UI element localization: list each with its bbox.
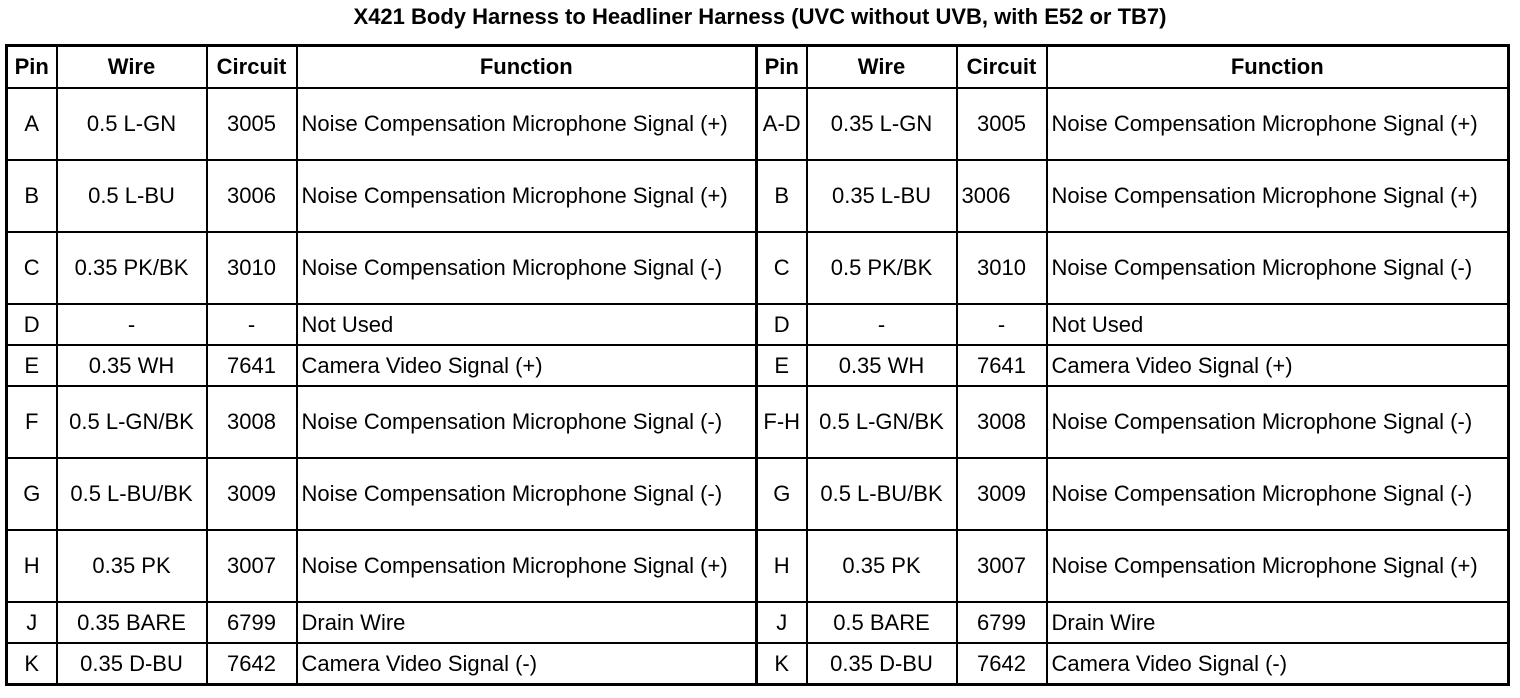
wire-cell: 0.5 L-BU/BK bbox=[807, 458, 957, 530]
pin-cell: K bbox=[757, 643, 807, 685]
function-cell: Camera Video Signal (+) bbox=[1047, 345, 1509, 386]
function-cell: Noise Compensation Microphone Signal (-) bbox=[297, 458, 757, 530]
function-cell: Camera Video Signal (-) bbox=[297, 643, 757, 685]
circuit-cell: 3007 bbox=[207, 530, 297, 602]
pin-cell: A-D bbox=[757, 88, 807, 160]
header-function-left: Function bbox=[297, 46, 757, 89]
pin-cell: J bbox=[757, 602, 807, 643]
function-cell: Drain Wire bbox=[297, 602, 757, 643]
pin-cell: F-H bbox=[757, 386, 807, 458]
pin-cell: E bbox=[757, 345, 807, 386]
table-row bbox=[7, 602, 1509, 643]
pin-cell: H bbox=[7, 530, 57, 602]
circuit-cell: 7642 bbox=[207, 643, 297, 685]
header-circuit-left: Circuit bbox=[207, 46, 297, 89]
header-row bbox=[7, 46, 1509, 89]
circuit-cell: 6799 bbox=[957, 602, 1047, 643]
function-cell: Camera Video Signal (-) bbox=[1047, 643, 1509, 685]
function-cell: Noise Compensation Microphone Signal (+) bbox=[1047, 88, 1509, 160]
pin-cell: B bbox=[7, 160, 57, 232]
connector-pinout-table bbox=[5, 44, 1510, 686]
pin-cell: K bbox=[7, 643, 57, 685]
function-cell: Noise Compensation Microphone Signal (+) bbox=[1047, 160, 1509, 232]
circuit-cell: 7642 bbox=[957, 643, 1047, 685]
wire-cell: 0.35 PK/BK bbox=[57, 232, 207, 304]
function-cell: Noise Compensation Microphone Signal (+) bbox=[297, 88, 757, 160]
wire-cell: 0.5 PK/BK bbox=[807, 232, 957, 304]
circuit-cell: 3006 bbox=[207, 160, 297, 232]
header-pin-right: Pin bbox=[757, 46, 807, 89]
function-cell: Noise Compensation Microphone Signal (-) bbox=[1047, 386, 1509, 458]
wire-cell: 0.35 WH bbox=[807, 345, 957, 386]
wire-cell: - bbox=[57, 304, 207, 345]
wire-cell: 0.5 L-GN/BK bbox=[807, 386, 957, 458]
pin-cell: E bbox=[7, 345, 57, 386]
table-row bbox=[7, 643, 1509, 685]
pin-cell: A bbox=[7, 88, 57, 160]
circuit-cell: - bbox=[957, 304, 1047, 345]
header-function-right: Function bbox=[1047, 46, 1509, 89]
pin-cell: B bbox=[757, 160, 807, 232]
function-cell: Drain Wire bbox=[1047, 602, 1509, 643]
wire-cell: 0.5 BARE bbox=[807, 602, 957, 643]
wire-cell: 0.35 L-GN bbox=[807, 88, 957, 160]
header-wire-right: Wire bbox=[807, 46, 957, 89]
pin-cell: D bbox=[757, 304, 807, 345]
function-cell: Noise Compensation Microphone Signal (-) bbox=[297, 386, 757, 458]
function-cell: Not Used bbox=[1047, 304, 1509, 345]
circuit-cell: 7641 bbox=[207, 345, 297, 386]
header-pin-left: Pin bbox=[7, 46, 57, 89]
header-wire-left: Wire bbox=[57, 46, 207, 89]
table-row bbox=[7, 88, 1509, 160]
table-row bbox=[7, 304, 1509, 345]
wire-cell: 0.5 L-GN/BK bbox=[57, 386, 207, 458]
wire-cell: 0.35 D-BU bbox=[807, 643, 957, 685]
pin-cell: C bbox=[7, 232, 57, 304]
circuit-cell: 3009 bbox=[207, 458, 297, 530]
function-cell: Noise Compensation Microphone Signal (-) bbox=[1047, 232, 1509, 304]
wire-cell: 0.35 L-BU bbox=[807, 160, 957, 232]
function-cell: Noise Compensation Microphone Signal (+) bbox=[1047, 530, 1509, 602]
function-cell: Camera Video Signal (+) bbox=[297, 345, 757, 386]
function-cell: Not Used bbox=[297, 304, 757, 345]
header-circuit-right: Circuit bbox=[957, 46, 1047, 89]
wire-cell: 0.35 WH bbox=[57, 345, 207, 386]
table-row bbox=[7, 386, 1509, 458]
wire-cell: - bbox=[807, 304, 957, 345]
wire-cell: 0.5 L-GN bbox=[57, 88, 207, 160]
table-row bbox=[7, 160, 1509, 232]
pin-cell: F bbox=[7, 386, 57, 458]
table-row bbox=[7, 530, 1509, 602]
table-row bbox=[7, 345, 1509, 386]
circuit-cell: 3008 bbox=[957, 386, 1047, 458]
wire-cell: 0.5 L-BU bbox=[57, 160, 207, 232]
pin-cell: G bbox=[757, 458, 807, 530]
circuit-cell: 3007 bbox=[957, 530, 1047, 602]
circuit-cell: 3005 bbox=[957, 88, 1047, 160]
pin-cell: H bbox=[757, 530, 807, 602]
circuit-cell: 3005 bbox=[207, 88, 297, 160]
pin-cell: G bbox=[7, 458, 57, 530]
function-cell: Noise Compensation Microphone Signal (-) bbox=[297, 232, 757, 304]
wire-cell: 0.5 L-BU/BK bbox=[57, 458, 207, 530]
pin-cell: J bbox=[7, 602, 57, 643]
table-row bbox=[7, 458, 1509, 530]
circuit-cell: 3006 bbox=[957, 160, 1047, 232]
function-cell: Noise Compensation Microphone Signal (-) bbox=[1047, 458, 1509, 530]
circuit-cell: 6799 bbox=[207, 602, 297, 643]
circuit-cell: 3010 bbox=[957, 232, 1047, 304]
circuit-cell: 7641 bbox=[957, 345, 1047, 386]
pin-cell: D bbox=[7, 304, 57, 345]
wire-cell: 0.35 PK bbox=[807, 530, 957, 602]
function-cell: Noise Compensation Microphone Signal (+) bbox=[297, 530, 757, 602]
function-cell: Noise Compensation Microphone Signal (+) bbox=[297, 160, 757, 232]
wire-cell: 0.35 BARE bbox=[57, 602, 207, 643]
wire-cell: 0.35 PK bbox=[57, 530, 207, 602]
table-row bbox=[7, 232, 1509, 304]
circuit-cell: 3008 bbox=[207, 386, 297, 458]
circuit-cell: - bbox=[207, 304, 297, 345]
circuit-cell: 3009 bbox=[957, 458, 1047, 530]
page-title: X421 Body Harness to Headliner Harness (UVC without UVB, with E52 or TB7) bbox=[353, 4, 1167, 29]
pin-cell: C bbox=[757, 232, 807, 304]
circuit-cell: 3010 bbox=[207, 232, 297, 304]
wire-cell: 0.35 D-BU bbox=[57, 643, 207, 685]
